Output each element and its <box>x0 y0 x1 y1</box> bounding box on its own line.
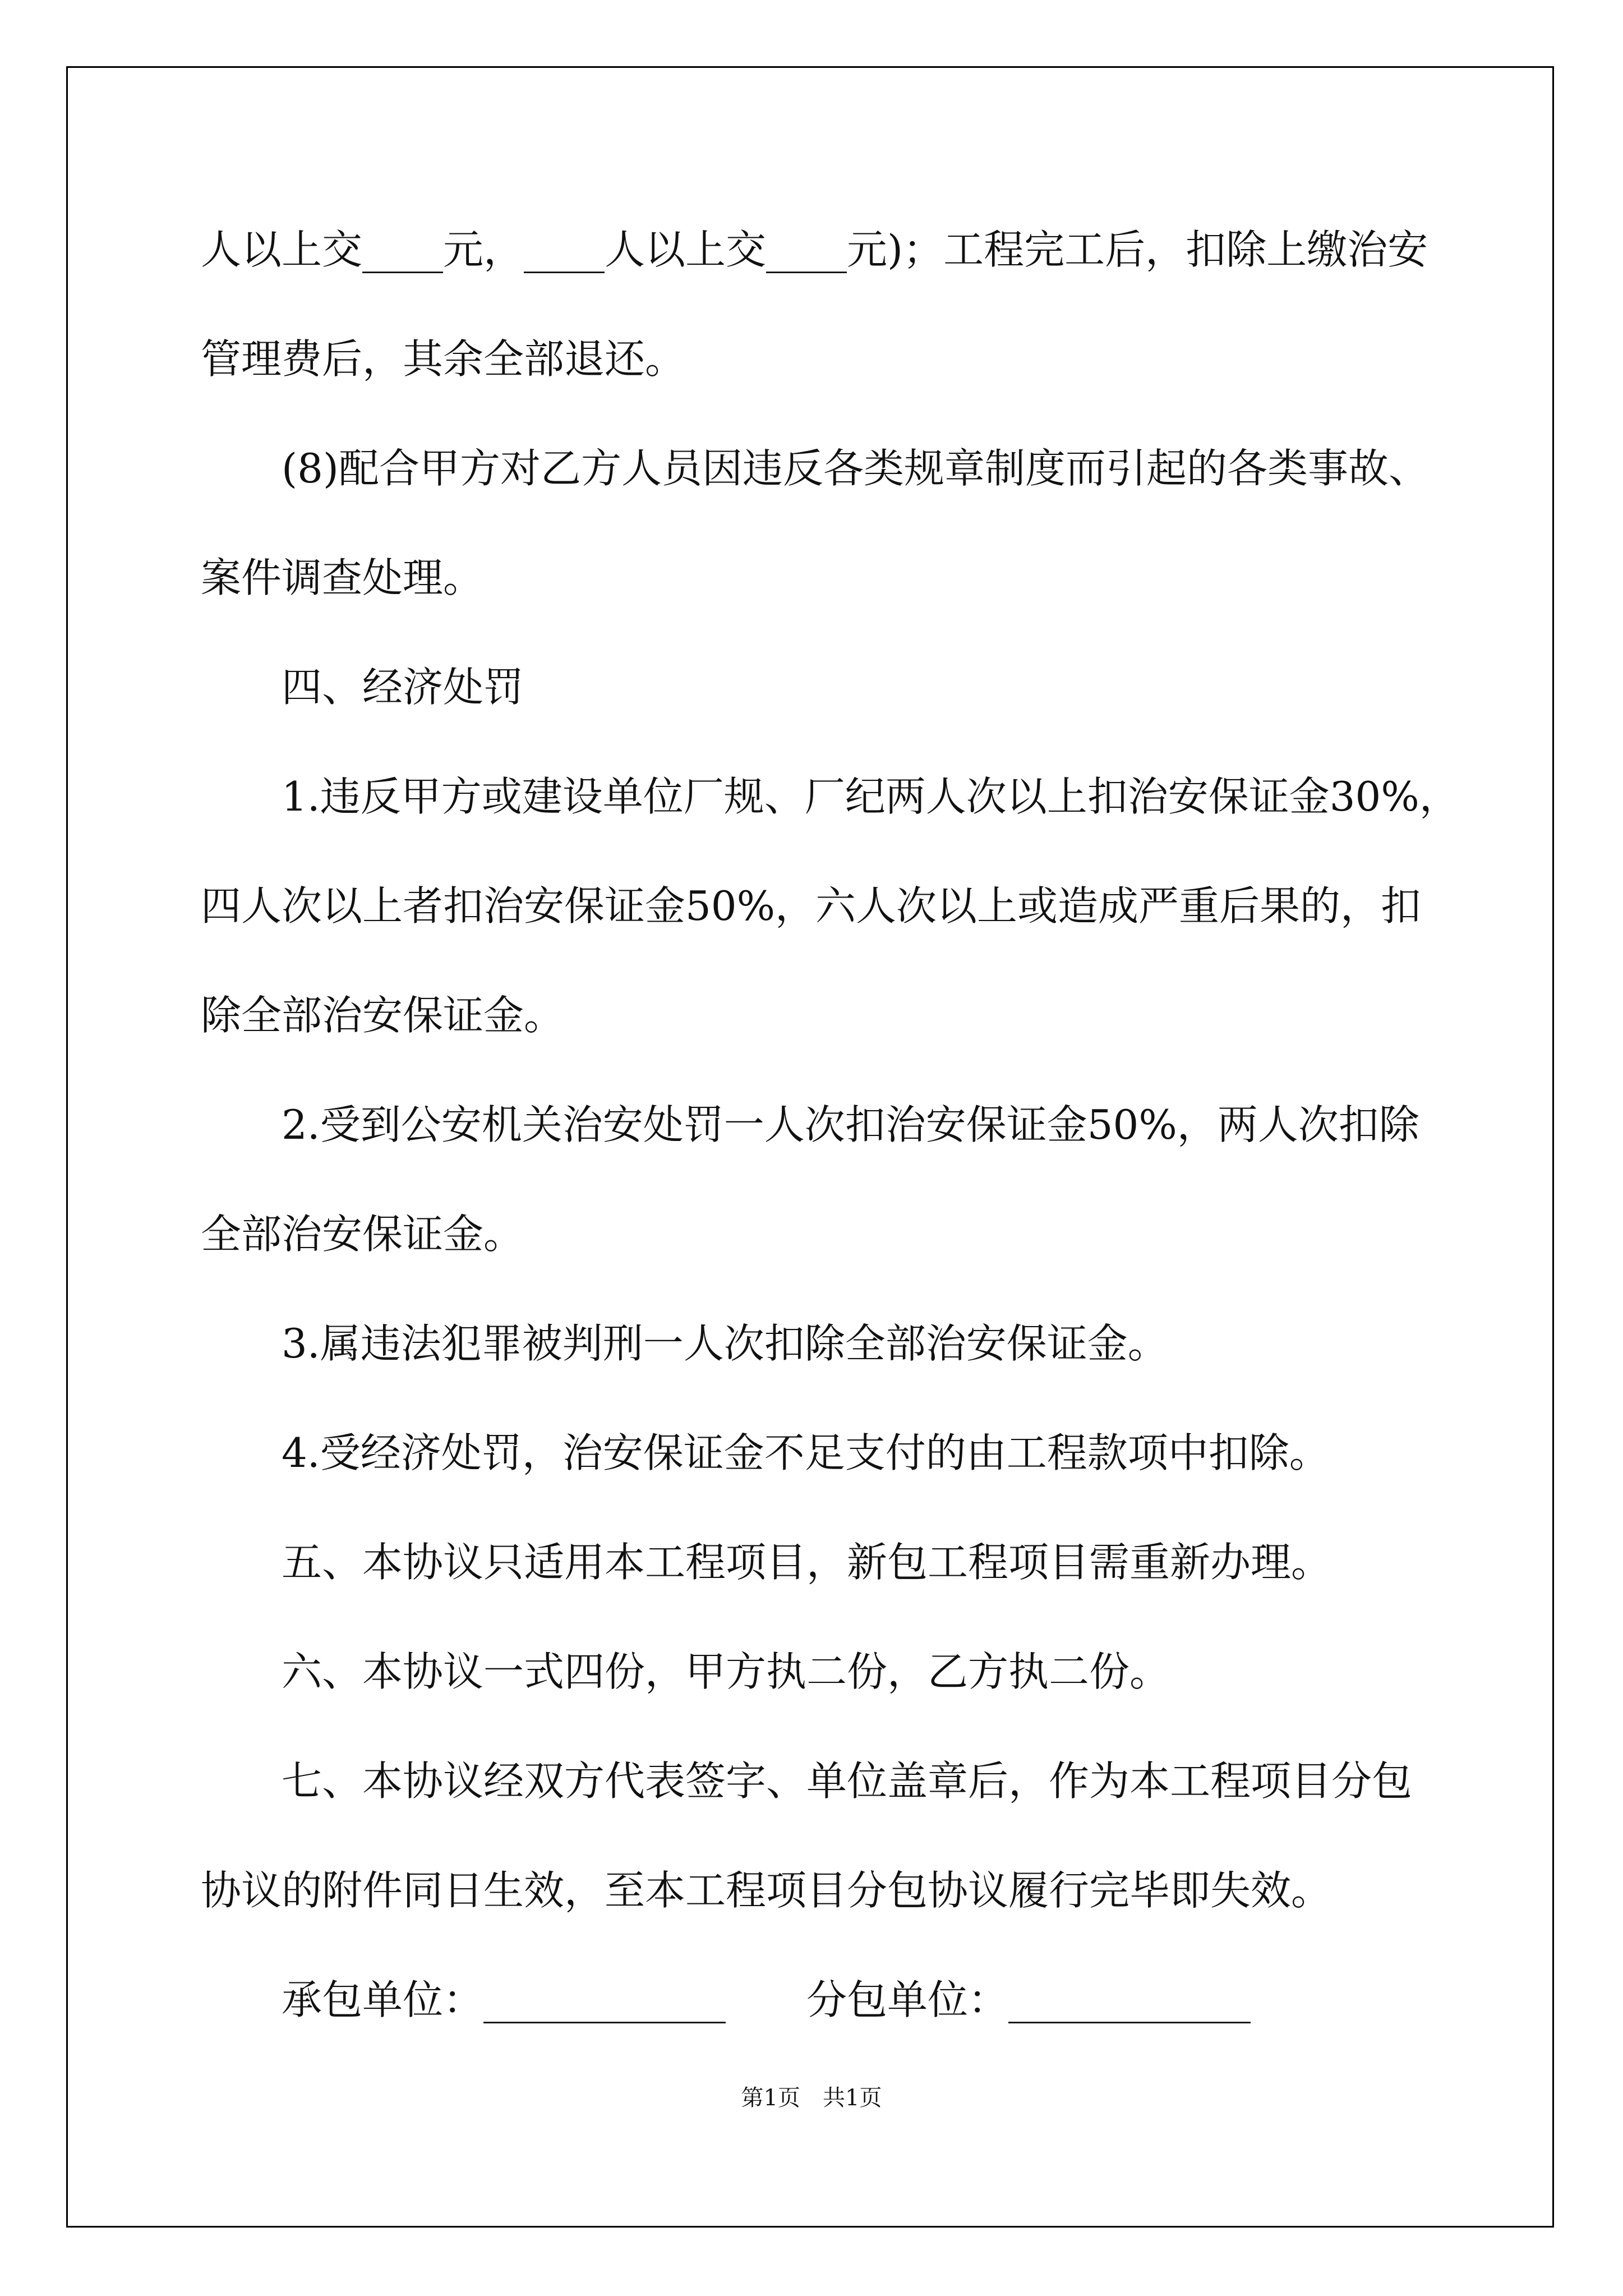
text-line: 4.受经济处罚，治安保证金不足支付的由工程款项中扣除。 <box>201 1429 1330 1476</box>
text-line: (8)配合甲方对乙方人员因违反各类规章制度而引起的各类事故、 <box>201 445 1429 492</box>
text-line: 1.违反甲方或建设单位厂规、厂纪两人次以上扣治安保证金30%， <box>201 773 1460 820</box>
text-line: 管理费后，其余全部退还。 <box>201 335 686 383</box>
section-heading: 四、经济处罚 <box>201 664 524 711</box>
text-line: 四人次以上者扣治安保证金50%，六人次以上或造成严重后果的，扣 <box>201 882 1422 930</box>
text-line: 案件调查处理。 <box>201 554 484 601</box>
signature-line: 承包单位：____________ 分包单位：____________ <box>201 1976 1251 2023</box>
text-line: 协议的附件同日生效，至本工程项目分包协议履行完毕即失效。 <box>201 1867 1332 1914</box>
text-line: 全部治安保证金。 <box>201 1211 524 1258</box>
text-line: 除全部治安保证金。 <box>201 992 565 1039</box>
text-line: 六、本协议一式四份，甲方执二份，乙方执二份。 <box>201 1648 1170 1695</box>
text-line: 2.受到公安机关治安处罚一人次扣治安保证金50%，两人次扣除 <box>201 1101 1419 1148</box>
text-line: 人以上交____元，____人以上交____元)；工程完工后，扣除上缴治安 <box>201 226 1428 273</box>
text-line: 七、本协议经双方代表签字、单位盖章后，作为本工程项目分包 <box>201 1757 1413 1805</box>
text-line: 3.属违法犯罪被判刑一人次扣除全部治安保证金。 <box>201 1320 1168 1367</box>
page-number-footer: 第1页 共1页 <box>741 2085 882 2111</box>
text-line: 五、本协议只适用本工程项目，新包工程项目需重新办理。 <box>201 1539 1332 1586</box>
